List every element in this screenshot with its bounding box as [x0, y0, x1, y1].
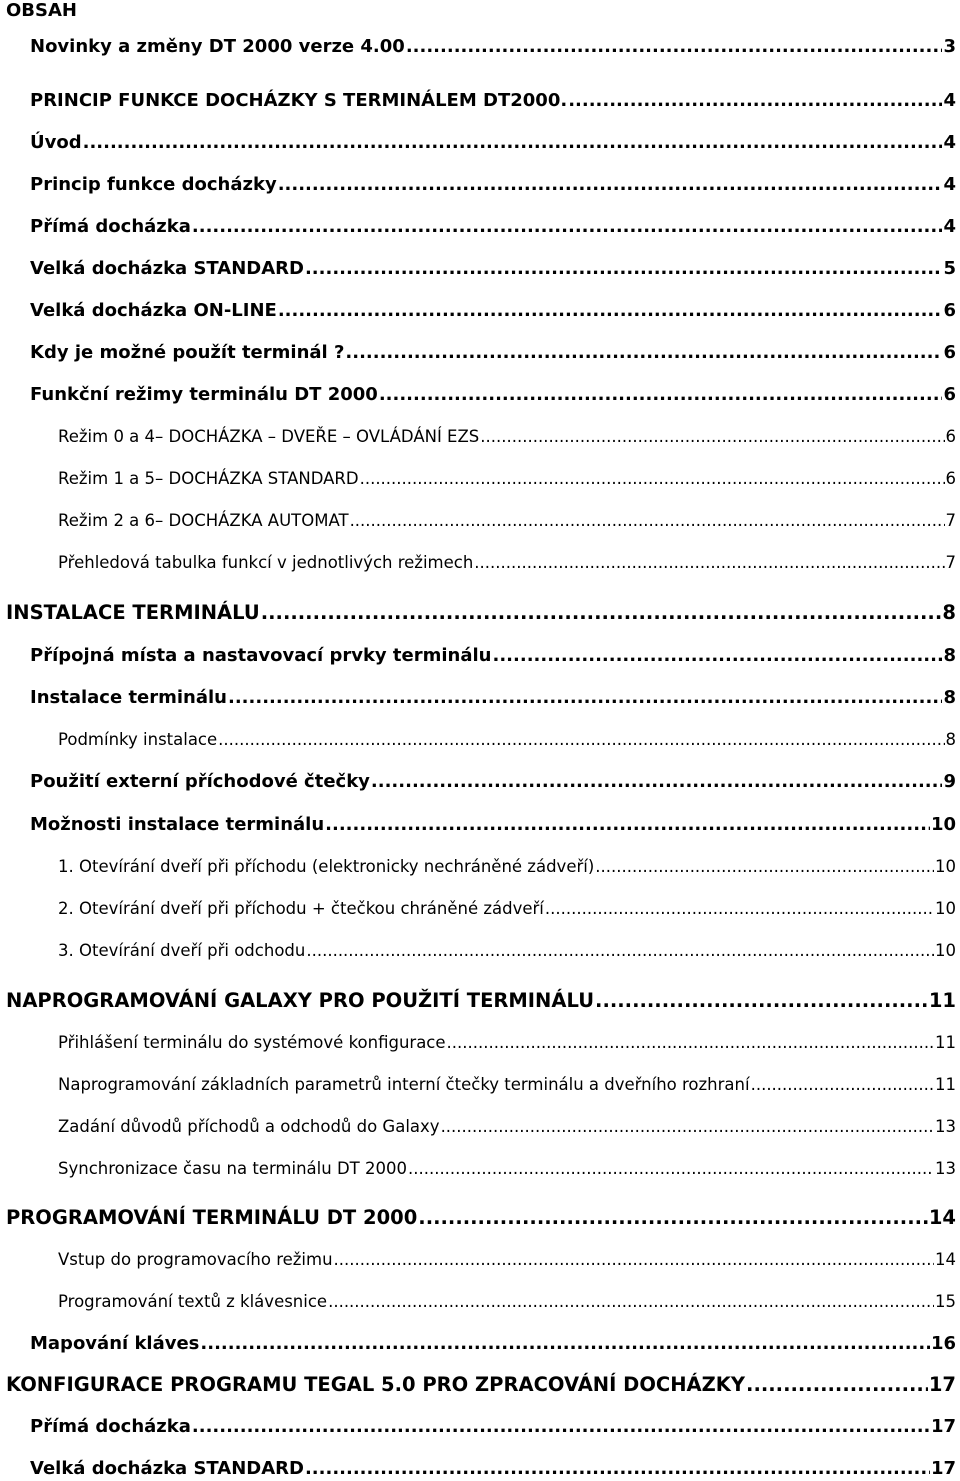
toc-entry-page: 6 [945, 469, 956, 488]
toc-entry[interactable] [58, 1158, 956, 1180]
toc-entry-page: 15 [935, 1292, 956, 1311]
toc-entry-title: Režim 2 a 6– DOCHÁZKA AUTOMAT [58, 511, 349, 530]
toc-entry-page: 14 [928, 1206, 956, 1229]
toc-entry[interactable] [30, 813, 956, 837]
toc-entry-title: Instalace terminálu [30, 687, 227, 708]
toc-entry[interactable] [30, 131, 956, 155]
dot-leader [493, 644, 943, 668]
toc-entry-title: KONFIGURACE PROGRAMU TEGAL 5.0 PRO ZPRACOVÁNÍ DOCHÁZKY [6, 1373, 746, 1396]
toc-entry[interactable] [30, 1332, 956, 1356]
toc-entry-title: Mapování kláves [30, 1333, 200, 1354]
toc-entry-page: 8 [945, 730, 956, 749]
toc-title: OBSAH [6, 0, 77, 21]
dot-leader [278, 173, 943, 197]
toc-entry-title: NAPROGRAMOVÁNÍ GALAXY PRO POUŽITÍ TERMINÁLU [6, 989, 595, 1012]
dot-leader [568, 89, 942, 113]
dot-leader [334, 1249, 934, 1271]
toc-entry[interactable] [30, 644, 956, 668]
dot-leader [360, 468, 945, 490]
toc-entry-page: 4 [943, 90, 956, 111]
toc-entry-page: 8 [943, 645, 956, 666]
toc-entry-title: 2. Otevírání dveří při příchodu + čtečkou chráněné zádveří [58, 899, 544, 918]
toc-entry-title: Programování textů z klávesnice [58, 1292, 328, 1311]
toc-entry[interactable] [58, 856, 956, 878]
dot-leader [746, 1372, 928, 1398]
dot-leader [261, 600, 942, 626]
toc-entry[interactable] [30, 341, 956, 365]
toc-entry-title: Velká docházka ON-LINE [30, 300, 277, 321]
toc-entry-page: 17 [930, 1458, 956, 1479]
dot-leader [228, 686, 942, 710]
dot-leader [418, 1205, 928, 1231]
dot-leader [350, 510, 945, 532]
toc-entry-page: 8 [942, 601, 956, 624]
toc-entry-title: Synchronizace času na terminálu DT 2000 [58, 1159, 407, 1178]
toc-entry[interactable] [58, 1032, 956, 1054]
dot-leader [480, 426, 944, 448]
toc-entry-page: 13 [935, 1117, 956, 1136]
toc-entry[interactable] [58, 1291, 956, 1313]
toc-entry-page: 11 [935, 1075, 956, 1094]
toc-entry-title: Přímá docházka [30, 1416, 191, 1437]
toc-entry-page: 4 [943, 174, 956, 195]
toc-entry-page: 4 [943, 216, 956, 237]
toc-entry[interactable] [30, 35, 956, 59]
toc-entry-title: Podmínky instalace [58, 730, 218, 749]
dot-leader [192, 215, 943, 239]
toc-entry[interactable] [58, 898, 956, 920]
dot-leader [408, 1158, 934, 1180]
dot-leader [218, 729, 944, 751]
toc-entry-title: Použití externí příchodové čtečky [30, 771, 370, 792]
toc-entry-page: 11 [928, 989, 956, 1012]
toc-entry[interactable] [30, 686, 956, 710]
toc-entry-title: Novinky a změny DT 2000 verze 4.00 [30, 36, 405, 57]
toc-entry-page: 14 [935, 1250, 956, 1269]
toc-entry-page: 10 [935, 941, 956, 960]
toc-entry-page: 16 [930, 1333, 956, 1354]
toc-entry-page: 5 [943, 258, 956, 279]
dot-leader [325, 813, 930, 837]
dot-leader [305, 257, 943, 281]
toc-entry[interactable] [30, 257, 956, 281]
toc-entry[interactable] [58, 940, 956, 962]
toc-entry-title: Režim 0 a 4– DOCHÁZKA – DVEŘE – OVLÁDÁNÍ EZS [58, 427, 480, 446]
toc-entry[interactable] [6, 988, 956, 1014]
toc-entry-title: Režim 1 a 5– DOCHÁZKA STANDARD [58, 469, 359, 488]
dot-leader [595, 988, 928, 1014]
toc-entry-title: 3. Otevírání dveří při odchodu [58, 941, 306, 960]
toc-entry[interactable] [30, 89, 956, 113]
toc-entry-title: Zadání důvodů příchodů a odchodů do Galaxy [58, 1117, 440, 1136]
dot-leader [305, 1457, 930, 1481]
toc-entry[interactable] [30, 770, 956, 794]
dot-leader [345, 341, 942, 365]
dot-leader [371, 770, 943, 794]
dot-leader [474, 552, 944, 574]
toc-entry-page: 3 [943, 36, 956, 57]
toc-entry-page: 10 [935, 899, 956, 918]
toc-entry[interactable] [58, 468, 956, 490]
dot-leader [306, 940, 934, 962]
dot-leader [441, 1116, 934, 1138]
toc-entry-title: PRINCIP FUNKCE DOCHÁZKY S TERMINÁLEM DT2000. [30, 90, 568, 111]
toc-entry-page: 6 [943, 300, 956, 321]
toc-entry-title: Velká docházka STANDARD [30, 258, 304, 279]
toc-entry-page: 11 [935, 1033, 956, 1052]
toc-entry-page: 6 [945, 427, 956, 446]
toc-entry[interactable] [30, 1457, 956, 1481]
toc-entry-page: 17 [928, 1373, 956, 1396]
dot-leader [595, 856, 934, 878]
toc-entry[interactable] [6, 600, 956, 626]
toc-entry-title: Přehledová tabulka funkcí v jednotlivých režimech [58, 553, 474, 572]
toc-entry[interactable] [58, 729, 956, 751]
dot-leader [379, 383, 943, 407]
toc-entry[interactable] [58, 1116, 956, 1138]
dot-leader [447, 1032, 934, 1054]
toc-entry-title: Naprogramování základních parametrů interní čtečky terminálu a dveřního rozhraní [58, 1075, 750, 1094]
toc-entry-title: Přihlášení terminálu do systémové konfigurace [58, 1033, 446, 1052]
toc-entry[interactable] [58, 426, 956, 448]
toc-entry-page: 8 [943, 687, 956, 708]
toc-entry-page: 7 [945, 553, 956, 572]
toc-entry-page: 10 [930, 814, 956, 835]
toc-entry-page: 10 [935, 857, 956, 876]
toc-entry[interactable] [30, 1415, 956, 1439]
toc-entry-page: 9 [943, 771, 956, 792]
toc-entry[interactable] [58, 1249, 956, 1271]
toc-entry[interactable] [30, 299, 956, 323]
toc-entry[interactable] [6, 1205, 956, 1231]
toc-entry[interactable] [30, 215, 956, 239]
toc-entry[interactable] [58, 510, 956, 532]
toc-entry-page: 7 [945, 511, 956, 530]
dot-leader [192, 1415, 930, 1439]
toc-entry-title: Velká docházka STANDARD [30, 1458, 304, 1479]
toc-entry[interactable] [6, 1372, 956, 1398]
dot-leader [328, 1291, 934, 1313]
toc-entry-title: Funkční režimy terminálu DT 2000 [30, 384, 378, 405]
toc-entry[interactable] [58, 552, 956, 574]
toc-entry-title: Vstup do programovacího režimu [58, 1250, 333, 1269]
toc-entry-page: 13 [935, 1159, 956, 1178]
toc-entry-title: Přípojná místa a nastavovací prvky terminálu [30, 645, 492, 666]
toc-entry[interactable] [30, 173, 956, 197]
toc-entry-page: 4 [943, 132, 956, 153]
toc-entry-title: PROGRAMOVÁNÍ TERMINÁLU DT 2000 [6, 1206, 418, 1229]
toc-entry-title: Kdy je možné použít terminál ? [30, 342, 345, 363]
toc-entry-title: Princip funkce docházky [30, 174, 277, 195]
toc-entry[interactable] [58, 1074, 956, 1096]
toc-entry-page: 6 [943, 384, 956, 405]
dot-leader [406, 35, 943, 59]
toc-entry-title: INSTALACE TERMINÁLU [6, 601, 260, 624]
dot-leader [545, 898, 934, 920]
toc-entry-page: 17 [930, 1416, 956, 1437]
toc-entry-title: Přímá docházka [30, 216, 191, 237]
dot-leader [200, 1332, 930, 1356]
dot-leader [751, 1074, 934, 1096]
toc-entry-page: 6 [943, 342, 956, 363]
toc-entry-title: Možnosti instalace terminálu [30, 814, 325, 835]
toc-entry-title: Úvod [30, 132, 82, 153]
toc-entry-title: 1. Otevírání dveří při příchodu (elektronicky nechráněné zádveří) [58, 857, 595, 876]
dot-leader [83, 131, 943, 155]
dot-leader [278, 299, 943, 323]
toc-entry[interactable] [30, 383, 956, 407]
